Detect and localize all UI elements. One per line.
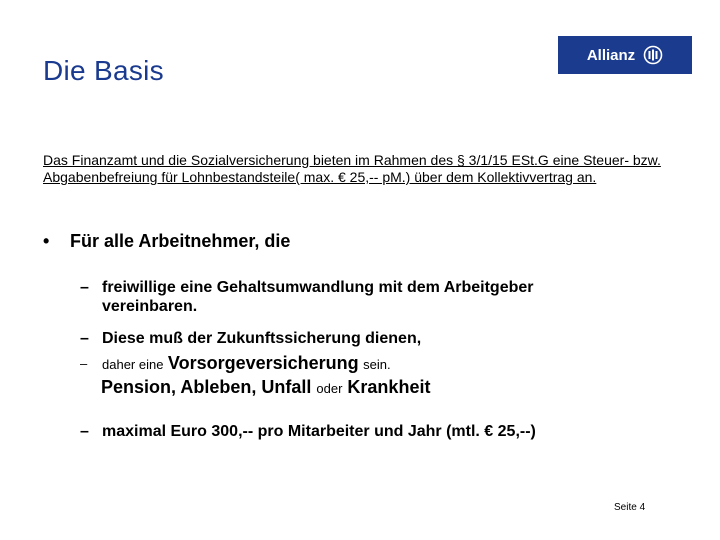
allianz-eagle-icon xyxy=(643,45,663,65)
dash-marker: – xyxy=(80,330,89,347)
dash-marker: – xyxy=(80,423,89,440)
item-text: maximal Euro 300,-- pro Mitarbeiter und Jahr (mtl. € 25,--) xyxy=(102,423,536,440)
item-text-part: daher eine xyxy=(102,357,164,372)
intro-paragraph: Das Finanzamt und die Sozialversicherung bieten im Rahmen des § 3/1/15 ESt.G eine Steuer- bzw. Abgabenbefreiung für Lohnbestandsteile( max. € 25,-- pM.) über dem Kollektivvertrag an. xyxy=(43,152,661,185)
item-text: freiwillige eine Gehaltsumwandlung mit dem Arbeitgeber vereinbaren. xyxy=(102,279,534,315)
list-item xyxy=(80,329,640,348)
main-bullet xyxy=(43,231,290,252)
bullet-text: Für alle Arbeitnehmer, die xyxy=(70,231,291,251)
allianz-logo xyxy=(558,36,692,74)
list-item xyxy=(80,354,640,374)
list-item xyxy=(80,278,620,316)
page-number: Seite 4 xyxy=(614,502,646,513)
list-item xyxy=(80,422,680,441)
bullet-marker: • xyxy=(43,231,50,251)
page-title: Die Basis xyxy=(43,55,164,86)
item-text: Diese muß der Zukunftssicherung dienen, xyxy=(102,330,422,347)
item-text-part: Krankheit xyxy=(347,377,431,397)
list-item-continuation xyxy=(101,377,430,398)
logo-text: Allianz xyxy=(586,46,636,64)
dash-marker: – xyxy=(80,279,89,296)
item-text-part: Vorsorgeversicherung xyxy=(167,353,359,373)
item-text-part: oder xyxy=(316,381,343,396)
item-text-part: Pension, Ableben, Unfall xyxy=(101,377,312,397)
item-text-part: sein. xyxy=(363,357,391,372)
dash-marker: – xyxy=(80,356,88,371)
